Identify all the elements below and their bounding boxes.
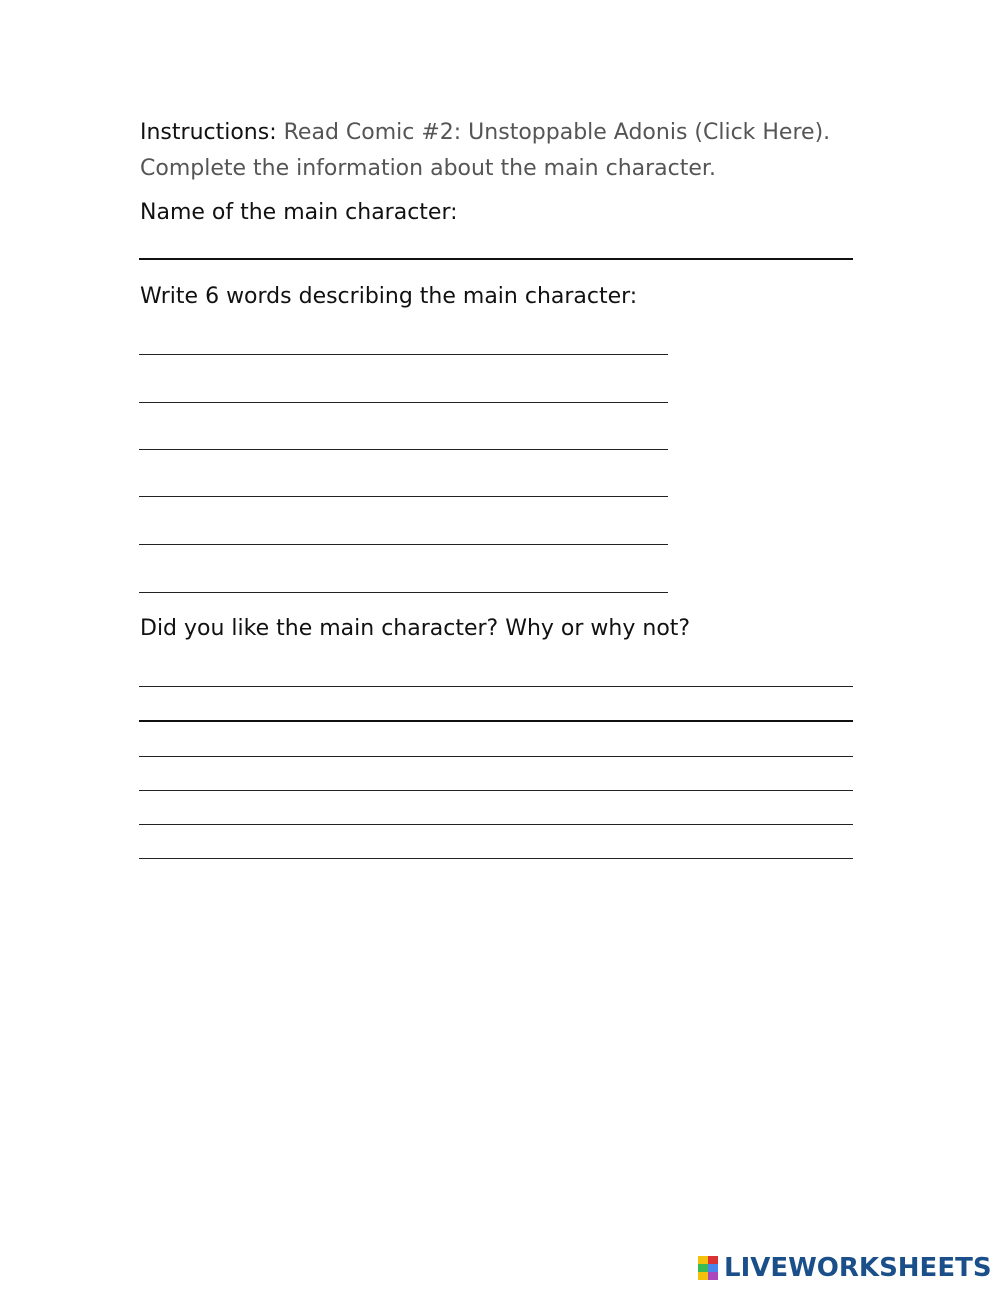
liveworksheets-logo xyxy=(698,1252,992,1284)
word-answer-line[interactable] xyxy=(139,354,668,355)
words-heading: Write 6 words describing the main character: xyxy=(140,284,638,309)
instructions-line-2: Complete the information about the main character. xyxy=(140,156,716,181)
word-answer-line[interactable] xyxy=(139,592,668,593)
instructions-line-1: Read Comic #2: Unstoppable Adonis (Click Here). xyxy=(283,120,831,145)
word-answer-line[interactable] xyxy=(139,544,668,545)
like-heading: Did you like the main character? Why or why not? xyxy=(140,616,691,641)
word-answer-line[interactable] xyxy=(139,402,668,403)
logo-text: LIVEWORKSHEETS xyxy=(724,1253,992,1283)
opinion-answer-line[interactable] xyxy=(139,756,853,757)
opinion-answer-line[interactable] xyxy=(139,824,853,825)
opinion-answer-line[interactable] xyxy=(139,858,853,859)
opinion-answer-line[interactable] xyxy=(139,790,853,791)
name-heading: Name of the main character: xyxy=(140,200,458,225)
name-answer-line[interactable] xyxy=(139,258,853,260)
instructions-block xyxy=(140,115,900,187)
liveworksheets-logo-icon xyxy=(698,1256,718,1280)
opinion-answer-line[interactable] xyxy=(139,686,853,687)
instructions-label: Instructions: xyxy=(140,120,277,145)
word-answer-line[interactable] xyxy=(139,449,668,450)
opinion-answer-line[interactable] xyxy=(139,720,853,722)
word-answer-line[interactable] xyxy=(139,496,668,497)
